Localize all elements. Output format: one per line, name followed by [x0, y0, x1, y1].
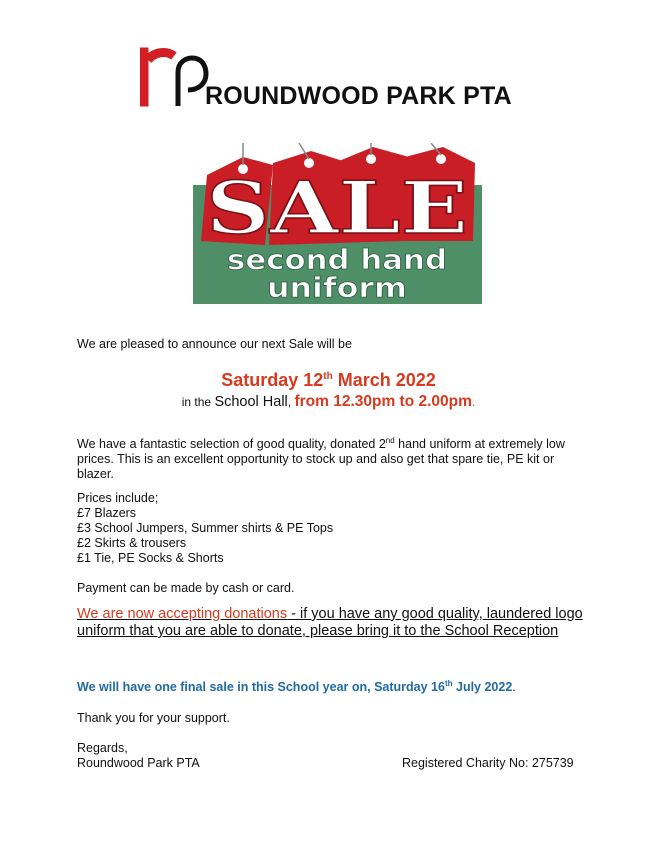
price-item: £1 Tie, PE Socks & Shorts	[77, 551, 224, 565]
sale-time: from 12.30pm to 2.00pm	[294, 393, 472, 410]
thanks-line: Thank you for your support.	[77, 711, 230, 725]
price-list-heading: Prices include;	[77, 491, 159, 505]
price-item: £3 School Jumpers, Summer shirts & PE Tops	[77, 521, 334, 535]
pta-logo	[140, 46, 210, 108]
price-item: £7 Blazers	[77, 506, 137, 520]
donation-headline: We are now accepting donations	[77, 606, 288, 622]
final-sale-notice: We will have one final sale in this School year on, Saturday 16th July 2022.	[77, 679, 516, 695]
payment-note: Payment can be made by cash or card.	[77, 581, 295, 595]
regards-line: Regards,	[77, 741, 128, 755]
charity-number: Registered Charity No: 275739	[402, 756, 574, 770]
description-paragraph: We have a fantastic selection of good quality, donated 2nd hand uniform at extremely low prices. This is an excellent opportunity to stock up and also get that spare tie, PE kit or blazer.	[77, 436, 565, 482]
organisation-title: ROUNDWOOD PARK PTA	[205, 82, 512, 110]
signature-line: Roundwood Park PTA	[77, 756, 200, 770]
sale-venue-time: in the School Hall, from 12.30pm to 2.00pm.	[181, 393, 476, 410]
intro-text: We are pleased to announce our next Sale will be	[77, 337, 352, 351]
price-item: £2 Skirts & trousers	[77, 536, 187, 550]
price-list	[77, 491, 333, 566]
banner-line-2: uniform	[267, 271, 407, 304]
banner-line-1: second hand	[227, 243, 447, 276]
sale-date: Saturday 12th March 2022	[221, 370, 436, 390]
venue-name: School Hall	[214, 394, 288, 410]
sale-text: SALE	[206, 165, 468, 250]
sign-off	[77, 741, 200, 771]
sale-banner-image	[193, 143, 482, 304]
donation-notice: We are now accepting donations - if you have any good quality, laundered logo uniform that you are able to donate, please bring it to the School Reception	[77, 606, 583, 639]
